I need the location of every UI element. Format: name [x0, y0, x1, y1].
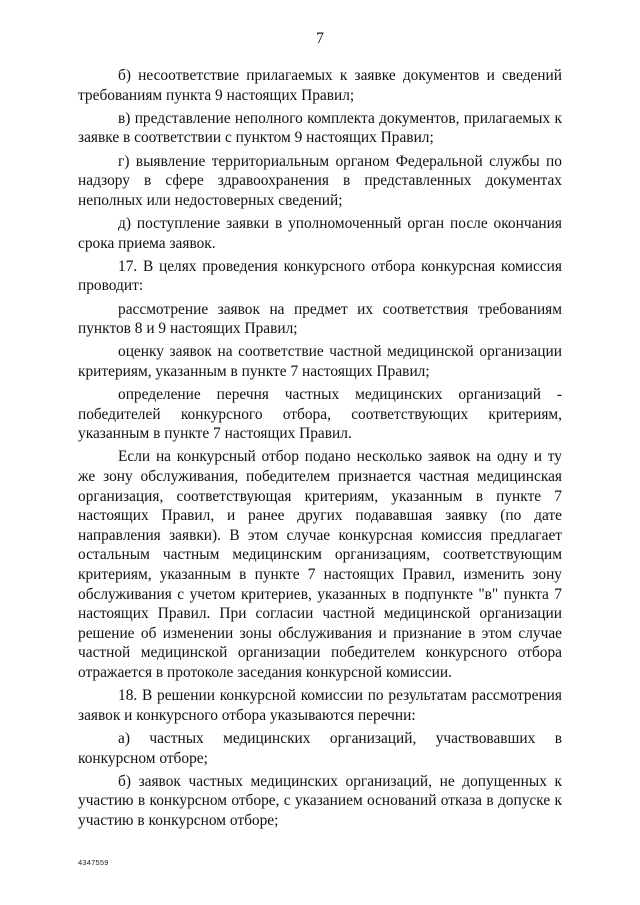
paragraph-multiple-applications: Если на конкурсный отбор подано несколько заявок на одну и ту же зону обслуживания, победителем признается частная медицинская организация, соответствующая критериям, указанным в пункте 7 настоящих Правил, и ранее других подававшая заявку (по дате направления заявки). В этом случае конкурсная комиссия предлагает остальным частным медицинским организациям, соответствующим критериям, указанным в пункте 7 настоящих Правил, изменить зону обслуживания с учетом критериев, указанных в подпункте "в" пункта 7 настоящих Правил. При согласии частной медицинской организации решение об изменении зоны обслуживания и признание в этом случае частной медицинской организации победителем конкурсного отбора отражается в протоколе заседания конкурсной комиссии. [78, 448, 562, 681]
paragraph-item-b-rejected: б) заявок частных медицинских организаций, не допущенных к участию в конкурсном отборе, с указанием оснований отказа в допуске к участию в конкурсном отборе; [78, 772, 562, 829]
page-number: 7 [316, 30, 324, 47]
paragraph-item-b-noncompliance: б) несоответствие прилагаемых к заявке документов и сведений требованиям пункта 9 настоящих Правил; [78, 67, 562, 104]
paragraph-determine-winners: определение перечня частных медицинских организаций - победителей конкурсного отбора, соответствующих критериям, указанным в пункте 7 настоящих Правил. [78, 386, 562, 443]
paragraph-clause-18: 18. В решении конкурсной комиссии по результатам рассмотрения заявок и конкурсного отбора указываются перечни: [78, 687, 562, 724]
document-body [78, 66, 562, 834]
paragraph-item-d-late-submission: д) поступление заявки в уполномоченный орган после окончания срока приема заявок. [78, 214, 562, 252]
paragraph-assess-applications: оценку заявок на соответствие частной медицинской организации критериям, указанным в пункте 7 настоящих Правил; [78, 343, 562, 380]
paragraph-review-applications: рассмотрение заявок на предмет их соответствия требованиям пунктов 8 и 9 настоящих Правил; [78, 300, 562, 338]
paragraph-item-v-incomplete-set: в) представление неполного комплекта документов, прилагаемых к заявке в соответствии с пунктом 9 настоящих Правил; [78, 109, 562, 147]
paragraph-clause-17: 17. В целях проведения конкурсного отбора конкурсная комиссия проводит: [78, 257, 562, 295]
paragraph-item-g-inaccurate-info: г) выявление территориальным органом Федеральной службы по надзору в сфере здравоохранения в представленных документах неполных или недостоверных сведений; [78, 152, 562, 209]
document-code: 4347559 [78, 858, 109, 867]
paragraph-item-a-participants: а) частных медицинских организаций, участвовавших в конкурсном отборе; [78, 729, 562, 767]
